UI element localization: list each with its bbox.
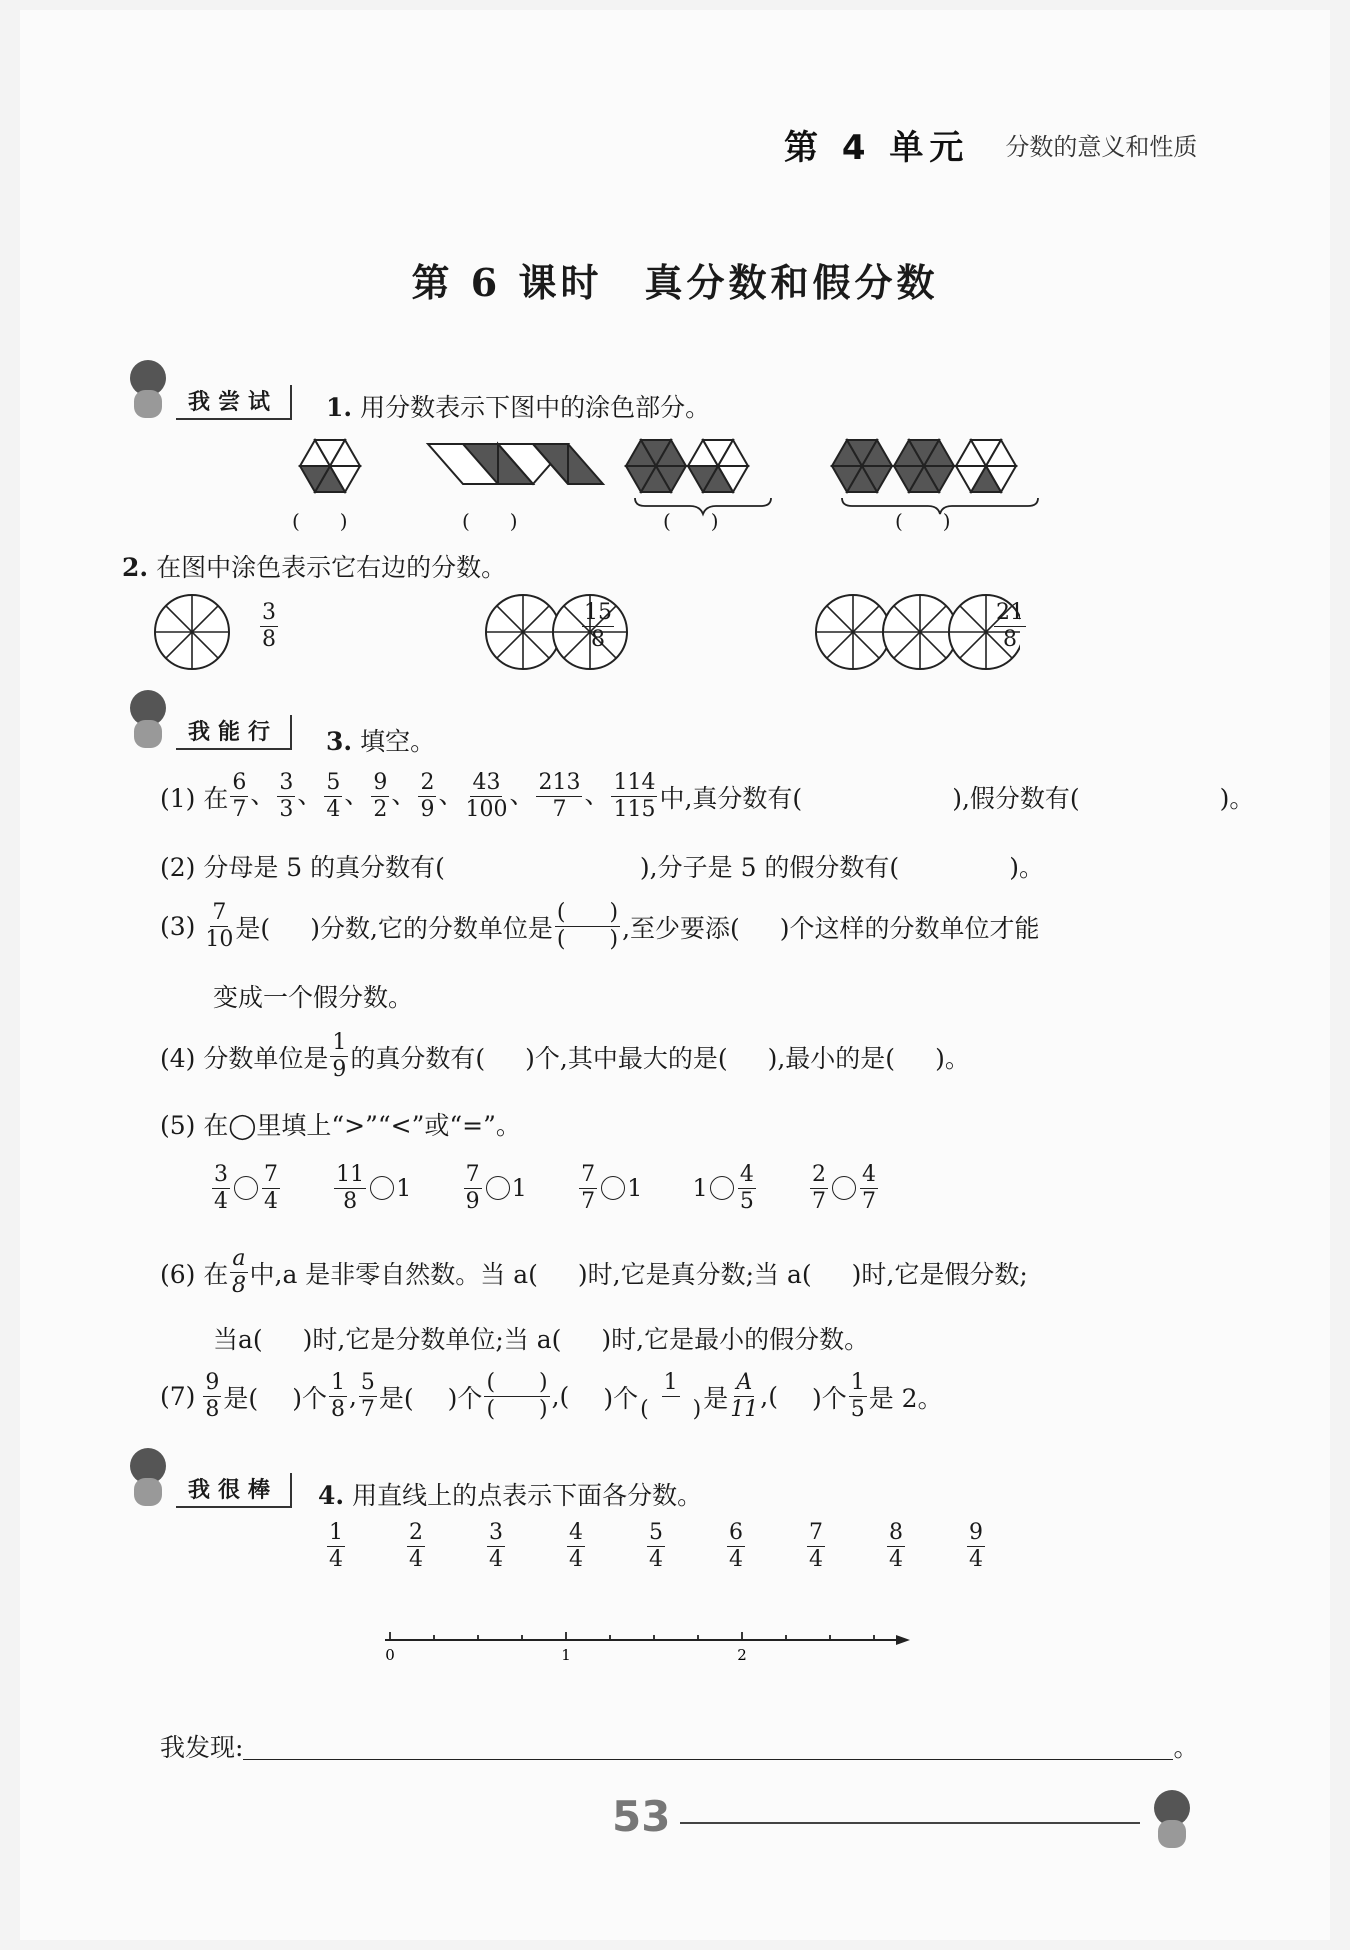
q3p4-c: )个,其中最大的是( (525, 1043, 728, 1073)
compare-circle-blank[interactable] (486, 1176, 510, 1200)
q4-fraction-5-value (647, 1522, 665, 1571)
compare-item-6 (808, 1158, 880, 1218)
q3p4-frac-num: 1 (332, 1030, 347, 1055)
q3p7-f4-den[interactable]: ( ) (640, 1397, 702, 1422)
q3p7-h: ,( (760, 1382, 778, 1411)
unit-header (770, 118, 1197, 171)
discovery-label: 我发现: (160, 1733, 244, 1762)
q2-fraction-3 (992, 602, 1028, 651)
q3p1-fraction-5 (418, 772, 436, 821)
q3p6-frac-den: 8 (231, 1273, 246, 1298)
compare-1-left-den: 4 (214, 1188, 228, 1214)
q3p7-f4-num: 1 (663, 1370, 678, 1395)
q4-text: 用直线上的点表示下面各分数。 (352, 1481, 703, 1510)
q4-fraction-4-value (567, 1522, 585, 1571)
compare-2-left-num: 11 (336, 1161, 365, 1187)
q1-answer-1[interactable]: ( ) (292, 509, 348, 533)
section-great (122, 1448, 292, 1508)
compare-1-right-den: 4 (264, 1188, 278, 1214)
number-line-label: 0 (385, 1646, 395, 1664)
q3p1-fraction-5-num: 2 (420, 770, 435, 795)
compare-item-4 (577, 1158, 642, 1218)
q3p1-fraction-6-num: 43 (472, 770, 501, 795)
q3p7-frac-blank-num[interactable]: ( ) (486, 1370, 548, 1395)
q4-fraction-6-value-den: 4 (729, 1547, 743, 1572)
compare-3-left-den: 9 (465, 1188, 480, 1214)
compare-6-right-num: 4 (861, 1161, 876, 1187)
hexagon-3b (894, 440, 954, 492)
compare-3-left-num: 7 (465, 1161, 480, 1187)
unit-subtitle: 分数的意义和性质 (1005, 133, 1198, 161)
q4-fraction-3 (485, 1522, 507, 1571)
q1-answer-3[interactable]: ( ) (663, 509, 719, 533)
number-line-label: 2 (737, 1646, 747, 1664)
q3p1-end: )。 (1219, 783, 1255, 813)
fraction-separator: 、 (250, 780, 276, 809)
fraction-separator: 、 (391, 780, 417, 809)
q2-text: 在图中涂色表示它右边的分数。 (156, 553, 507, 582)
q4-fraction-7-value (807, 1522, 825, 1571)
discovery-answer-line[interactable] (243, 1733, 1173, 1760)
compare-3-right-number: 1 (511, 1174, 527, 1202)
q3p3-b: )分数,它的分数单位是 (310, 913, 553, 943)
number-line[interactable] (370, 1620, 930, 1670)
q3p4-frac-den: 9 (332, 1057, 347, 1082)
compare-5-left-number: 1 (692, 1174, 708, 1202)
q3p7-f1-num: 9 (205, 1370, 220, 1395)
q3p7-label: (7) (160, 1382, 196, 1411)
q3p6-f: )时,它是分数单位;当 a( (302, 1325, 562, 1354)
compare-item-1 (210, 1158, 282, 1218)
hexagon-3c (956, 440, 1016, 492)
q4-fraction-6-value (727, 1522, 745, 1571)
eighths-circle-4[interactable] (816, 595, 890, 669)
q4-fraction-8-value (887, 1522, 905, 1571)
compare-1-left-num: 3 (214, 1161, 228, 1187)
q3p3-unit-num[interactable]: ( ) (556, 900, 619, 925)
parallelogram-strip (428, 444, 603, 484)
compare-2-left-den: 8 (343, 1188, 358, 1214)
q2-number: 2. (122, 553, 149, 582)
discovery-row (160, 1728, 1198, 1764)
q3p1-fraction-3 (324, 772, 342, 821)
compare-4-left-num: 7 (581, 1161, 596, 1187)
q4-fraction-7-value-num: 7 (809, 1520, 823, 1545)
unit-badge: 第 4 单元 (770, 118, 983, 171)
q2-fraction-2 (580, 602, 616, 651)
compare-item-2 (332, 1158, 411, 1218)
q3p7-e: ,( (551, 1382, 570, 1411)
q4-fraction-8 (885, 1522, 907, 1571)
q4-fraction-2-value-den: 4 (409, 1547, 423, 1572)
q3p1-fraction-1-den: 7 (232, 797, 247, 822)
q4-fraction-7-value-den: 4 (809, 1547, 823, 1572)
q1-answer-2[interactable]: ( ) (462, 509, 518, 533)
section-can-label: 我能行 (176, 715, 292, 750)
q3p4-a: (4) 分数单位是 (160, 1043, 329, 1073)
q3p1-fraction-8-den: 115 (613, 797, 656, 822)
q3p1-fraction-4 (371, 772, 389, 821)
q3p6-b: 中,a 是非零自然数。当 a( (249, 1259, 538, 1289)
q3-part7 (160, 1372, 943, 1421)
q4-fraction-1-value-den: 4 (329, 1547, 343, 1572)
compare-2-right-number: 1 (396, 1174, 412, 1202)
q3p1-fraction-6 (465, 772, 507, 821)
compare-6-left (810, 1161, 828, 1214)
q3-part4 (160, 1032, 970, 1081)
q3-part6 (160, 1248, 1028, 1297)
q3-part3 (160, 902, 1040, 951)
q3p1-fraction-5-den: 9 (420, 797, 435, 822)
hexagon-3a (832, 440, 892, 492)
q3p3-frac-num: 7 (212, 900, 227, 925)
q3-part1 (160, 772, 1254, 821)
fraction-separator: 、 (438, 780, 464, 809)
hexagon-2b (688, 440, 748, 492)
compare-3-left (464, 1161, 482, 1214)
fraction-separator: 、 (344, 780, 370, 809)
compare-item-5 (693, 1158, 758, 1218)
q3p7-b: )个 (292, 1383, 327, 1413)
q3p1-fraction-7 (536, 772, 582, 821)
q4-fraction-2 (405, 1522, 427, 1571)
compare-2-left (334, 1161, 366, 1214)
q4-fraction-8-value-den: 4 (889, 1547, 903, 1572)
q3p6-frac-num: a (232, 1246, 246, 1271)
compare-5-right-num: 4 (739, 1161, 754, 1187)
compare-circle-blank[interactable] (832, 1176, 856, 1200)
section-great-label: 我很棒 (176, 1473, 292, 1508)
mascot-icon (122, 690, 174, 750)
q3p1-fraction-2-num: 3 (279, 770, 294, 795)
q3p7-i: )个 (811, 1383, 847, 1413)
q3p1-fraction-2 (277, 772, 295, 821)
page-number: 53 (612, 1792, 671, 1841)
q3p2-c: )。 (1009, 853, 1044, 882)
question-1 (326, 388, 710, 424)
q3p7-a: 是( (223, 1383, 259, 1413)
compare-circle-blank[interactable] (234, 1176, 258, 1200)
q3p7-sep: , (348, 1382, 357, 1411)
q4-fraction-4-value-num: 4 (569, 1520, 583, 1545)
q4-fraction-2-value-num: 2 (409, 1520, 423, 1545)
q3p3-unit-den[interactable]: ( ) (556, 927, 619, 952)
q1-text: 用分数表示下图中的涂色部分。 (360, 393, 711, 422)
q3-part2 (160, 848, 1044, 884)
q3p7-j: 是 2。 (868, 1383, 943, 1413)
q3p7-f1-den: 8 (205, 1397, 220, 1422)
q3p7-f3-num: 5 (360, 1370, 375, 1395)
q3p6-d: )时,它是假分数; (851, 1259, 1028, 1289)
q3-number: 3. (326, 727, 353, 756)
q2-fraction-1 (258, 602, 280, 651)
q4-fraction-9-value-num: 9 (969, 1520, 983, 1545)
q3p1-fraction-8 (611, 772, 657, 821)
q3p2-b: ),分子是 5 的假分数有( (639, 853, 900, 882)
fraction-separator: 、 (584, 780, 610, 809)
q4-fraction-3-value-num: 3 (489, 1520, 503, 1545)
q3p7-f6-den: 5 (850, 1397, 865, 1422)
q3p7-f2-den: 8 (330, 1397, 345, 1422)
q3-part6-cont (213, 1320, 869, 1356)
fraction-separator: 、 (297, 780, 323, 809)
q3p1-label: (1) 在 (160, 783, 229, 813)
q3p1-mid: 中,真分数有( (659, 783, 803, 813)
q3p4-b: 的真分数有( (350, 1043, 486, 1073)
q3p7-d: )个 (447, 1383, 483, 1413)
compare-4-left-den: 7 (581, 1188, 596, 1214)
q3p1-fraction-8-num: 114 (613, 770, 656, 795)
compare-1-right (262, 1161, 280, 1214)
lesson-title: 第 6 课时 真分数和假分数 (411, 260, 939, 305)
q4-fraction-1-value-num: 1 (329, 1520, 343, 1545)
section-try-label: 我尝试 (176, 385, 292, 420)
q3p4-e: )。 (935, 1043, 970, 1073)
q3p3-c: ,至少要添( (622, 913, 740, 943)
compare-5-right-den: 5 (739, 1188, 754, 1214)
arrow-icon (896, 1635, 910, 1645)
compare-5-right (738, 1161, 756, 1214)
q3p3-frac-den: 10 (205, 927, 234, 952)
q2-f1-den: 8 (262, 627, 276, 652)
q1-number: 1. (326, 393, 353, 422)
q4-fraction-3-value-den: 4 (489, 1547, 503, 1572)
q4-fraction-9 (965, 1522, 987, 1571)
q3p6-a: (6) 在 (160, 1259, 229, 1289)
q3p7-f3-den: 7 (360, 1397, 375, 1422)
q1-answer-4[interactable]: ( ) (895, 509, 951, 533)
compare-circle-blank[interactable] (601, 1176, 625, 1200)
q4-fraction-3-value (487, 1522, 505, 1571)
q3p7-g: 是 (703, 1383, 729, 1413)
eighths-circle-2[interactable] (486, 595, 560, 669)
q3p6-c: )时,它是真分数;当 a( (577, 1259, 812, 1289)
compare-1-right-num: 7 (264, 1161, 278, 1187)
q3p4-d: ),最小的是( (767, 1043, 896, 1073)
q4-fraction-1 (325, 1522, 347, 1571)
discovery-end: 。 (1173, 1733, 1199, 1762)
compare-circle-blank[interactable] (370, 1176, 394, 1200)
q4-fraction-4 (565, 1522, 587, 1571)
q3-text: 填空。 (360, 727, 436, 756)
q2-f2-den: 8 (591, 627, 605, 652)
q3p3-label: (3) (160, 912, 196, 941)
question-4 (318, 1476, 702, 1512)
compare-4-right-number: 1 (627, 1174, 643, 1202)
q3-part5-text: (5) 在◯里填上“>”“<”或“=”。 (160, 1111, 521, 1140)
q3p1-fraction-4-den: 2 (373, 797, 388, 822)
compare-circle-blank[interactable] (710, 1176, 734, 1200)
compare-4-left (579, 1161, 597, 1214)
number-line-label: 1 (561, 1646, 571, 1664)
q3p7-f5-num: A (736, 1370, 753, 1395)
q4-fraction-5-value-den: 4 (649, 1547, 663, 1572)
q4-fractions (325, 1522, 1025, 1592)
compare-6-left-den: 7 (811, 1188, 826, 1214)
fraction-separator: 、 (509, 780, 535, 809)
q3p1-fraction-2-den: 3 (279, 797, 294, 822)
q3p7-f2-num: 1 (330, 1370, 345, 1395)
hexagon-1 (300, 440, 360, 492)
q2-f2-num: 15 (584, 600, 612, 625)
q2-f1-num: 3 (262, 600, 276, 625)
q4-fraction-4-value-den: 4 (569, 1547, 583, 1572)
q3p2-a: (2) 分母是 5 的真分数有( (160, 853, 445, 882)
q2-f3-num: 21 (996, 600, 1024, 625)
q3p7-f6-num: 1 (850, 1370, 865, 1395)
q3p1-fraction-3-num: 5 (326, 770, 341, 795)
q3p1-fraction-1-num: 6 (232, 770, 247, 795)
compare-6-right (860, 1161, 878, 1214)
q3p1-mid2: ),假分数有( (952, 783, 1080, 813)
compare-6-right-den: 7 (861, 1188, 876, 1214)
q3p6-e: 当a( (213, 1325, 263, 1354)
compare-1-left (212, 1161, 230, 1214)
q3p7-frac-blank-den[interactable]: ( ) (486, 1397, 548, 1422)
q3p1-fractions (228, 772, 659, 821)
q3p3-d: )个这样的分数单位才能 (779, 913, 1040, 943)
q4-fraction-6-value-num: 6 (729, 1520, 743, 1545)
section-try (122, 360, 292, 420)
q3p7-f: )个 (603, 1383, 639, 1413)
q4-fraction-1-value (327, 1522, 345, 1571)
q4-fraction-2-value (407, 1522, 425, 1571)
q3p1-fraction-6-den: 100 (465, 797, 508, 822)
compare-item-3 (462, 1158, 527, 1218)
q4-number: 4. (318, 1481, 345, 1510)
eighths-circle-1[interactable] (155, 595, 229, 669)
mascot-icon (122, 1448, 174, 1508)
q2-f3-den: 8 (1003, 627, 1017, 652)
q4-fraction-5-value-num: 5 (649, 1520, 663, 1545)
footer-mascot-icon (1146, 1790, 1198, 1850)
q4-fraction-9-value (967, 1522, 985, 1571)
q3p7-c: 是( (378, 1383, 414, 1413)
hexagon-2a (626, 440, 686, 492)
q3p3-a: 是( (235, 913, 271, 943)
q3p6-g: )时,它是最小的假分数。 (601, 1325, 870, 1354)
compare-6-left-num: 2 (811, 1161, 826, 1187)
q3p7-f5-den: 11 (730, 1397, 759, 1422)
question-2 (122, 548, 506, 584)
q3p3-continued: 变成一个假分数。 (213, 983, 414, 1012)
q3p1-fraction-4-num: 9 (373, 770, 388, 795)
footer-rule (680, 1822, 1140, 1824)
q3p1-fraction-7-num: 213 (538, 770, 581, 795)
q3-part5-items (210, 1158, 880, 1218)
q4-fraction-9-value-den: 4 (969, 1547, 983, 1572)
q3p1-fraction-1 (230, 772, 248, 821)
q4-fraction-7 (805, 1522, 827, 1571)
q4-fraction-8-value-num: 8 (889, 1520, 903, 1545)
q3p1-fraction-7-den: 7 (552, 797, 567, 822)
eighths-circle-5[interactable] (883, 595, 957, 669)
q3p1-fraction-3-den: 4 (326, 797, 341, 822)
q4-fraction-6 (725, 1522, 747, 1571)
question-3 (326, 722, 435, 758)
mascot-icon (122, 360, 174, 420)
section-can (122, 690, 292, 750)
q4-fraction-5 (645, 1522, 667, 1571)
